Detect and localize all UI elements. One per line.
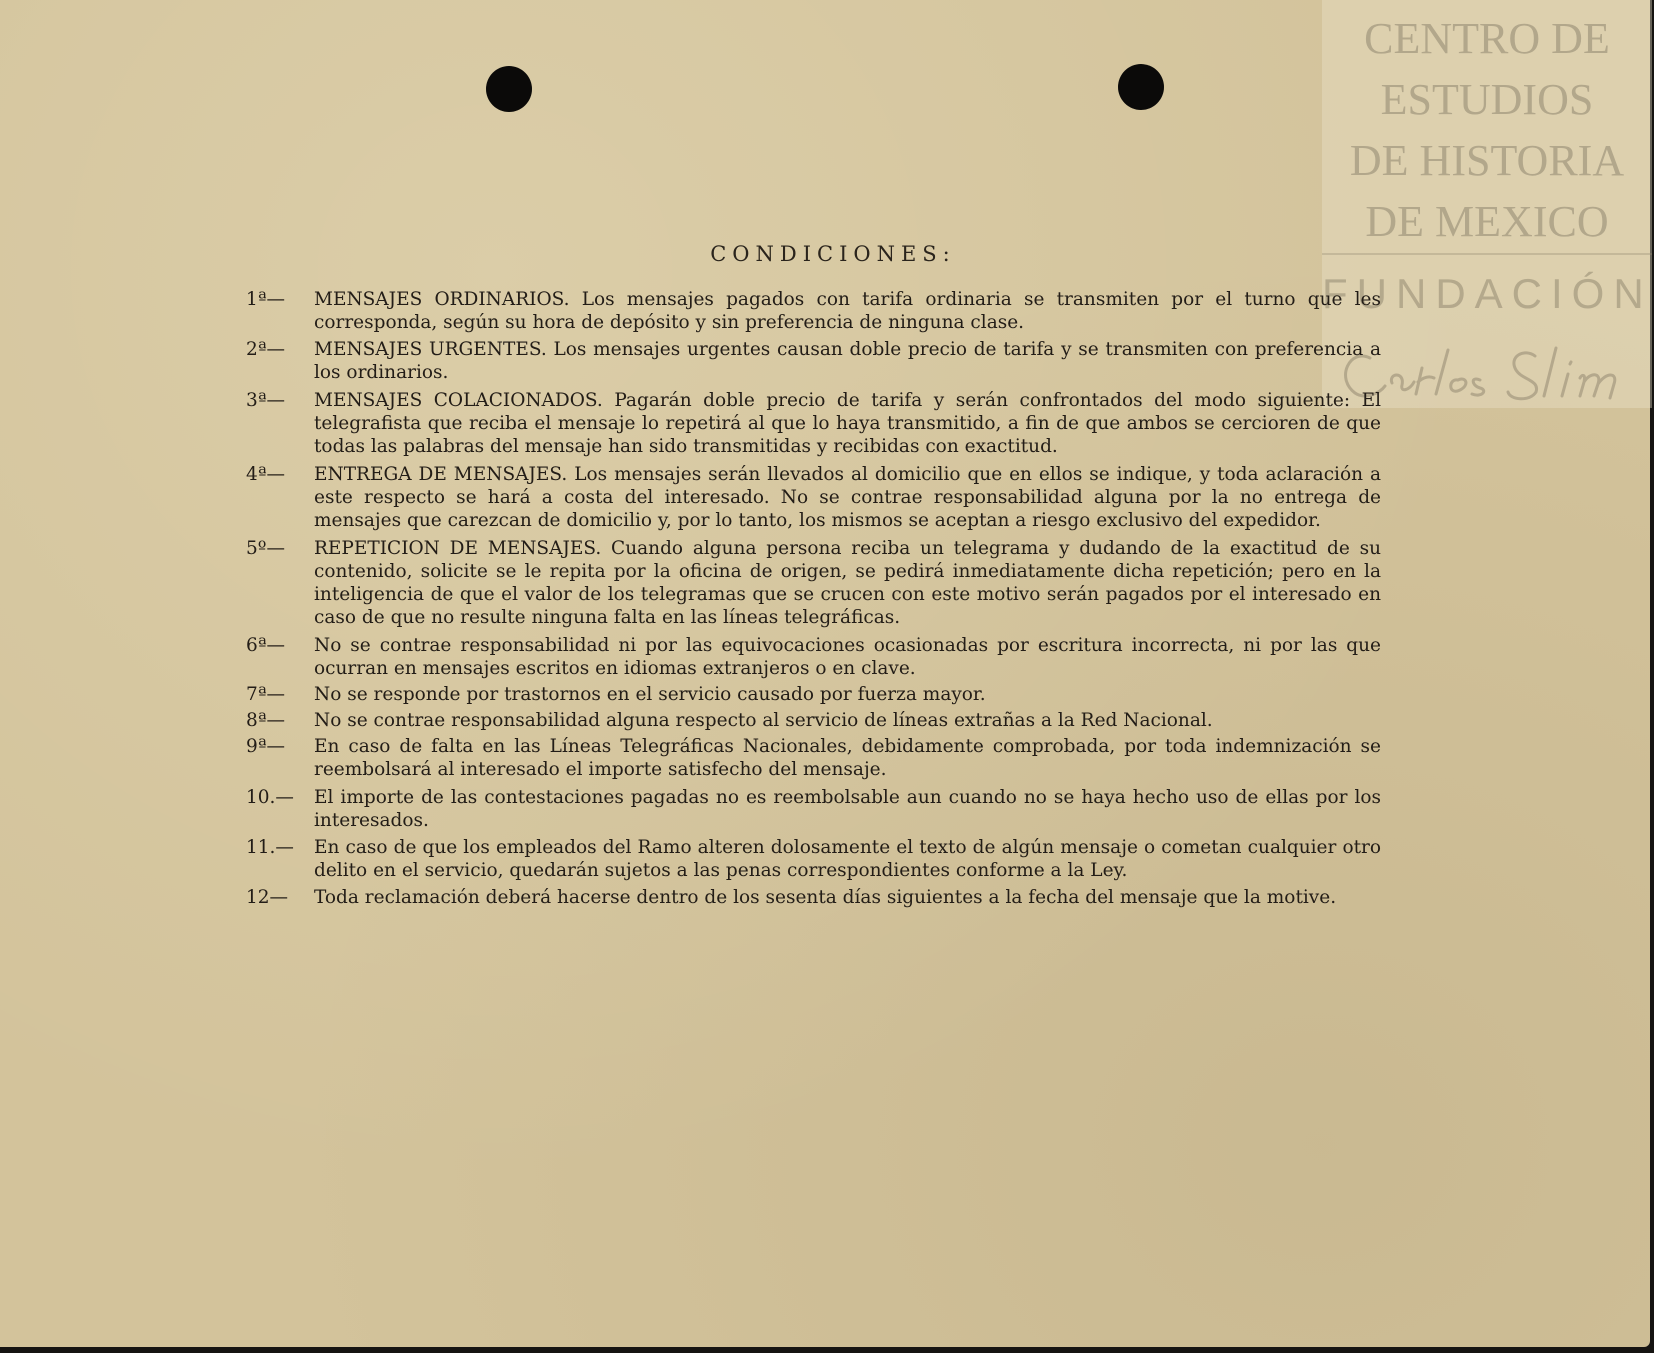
watermark-line: CENTRO DE	[1364, 14, 1610, 63]
condition-item	[246, 389, 1381, 458]
condition-text: No se contrae responsabilidad alguna respecto al servicio de líneas extrañas a la Red Nacional.	[314, 710, 1213, 731]
watermark-foundation: FUNDACIÓN	[1322, 270, 1653, 317]
condition-number: 11.—	[246, 837, 294, 858]
condition-number: 1ª—	[246, 289, 286, 310]
condition-text: ENTREGA DE MENSAJES. Los mensajes serán llevados al domicilio que en ellos se indique, y toda aclaración a este respecto se hará a costa del interesado. No se contrae responsabilidad alguna por la no entrega de mensajes que carezcan de domicilio y, por lo tanto, los mismos se aceptan a riesgo exclusivo del expedidor.	[314, 464, 1381, 531]
condition-item	[246, 463, 1381, 532]
condition-text: El importe de las contestaciones pagadas no es reembolsable aun cuando no se haya hecho uso de ellas por los interesados.	[314, 787, 1381, 831]
condition-number: 10.—	[246, 787, 294, 808]
condition-text: En caso de falta en las Líneas Telegráficas Nacionales, debidamente comprobada, por toda indemnización se reembolsará al interesado el importe satisfecho del mensaje.	[314, 736, 1381, 780]
condition-text: En caso de que los empleados del Ramo alteren dolosamente el texto de algún mensaje o cometan cualquier otro delito en el servicio, quedarán sujetos a las penas correspondientes conforme a la Ley.	[314, 837, 1381, 881]
condition-text: MENSAJES COLACIONADOS. Pagarán doble precio de tarifa y serán confrontados del modo siguiente: El telegrafista que reciba el mensaje lo repetirá al que lo haya transmitido, a fin de que ambos se cercioren de que todas las palabras del mensaje han sido transmitidas y recibidas con exactitud.	[314, 390, 1381, 457]
condition-text: No se contrae responsabilidad ni por las equivocaciones ocasionadas por escritura incorrecta, ni por las que ocurran en mensajes escritos en idiomas extranjeros o en clave.	[314, 635, 1381, 679]
watermark-line: DE HISTORIA	[1349, 136, 1625, 185]
condition-text: MENSAJES URGENTES. Los mensajes urgentes causan doble precio de tarifa y se transmiten con preferencia a los ordinarios.	[314, 339, 1381, 383]
condition-number: 9ª—	[246, 736, 286, 757]
condition-item	[246, 683, 1381, 706]
condition-item	[246, 288, 1381, 334]
condition-text: Toda reclamación deberá hacerse dentro de los sesenta días siguientes a la fecha del mensaje que la motive.	[314, 887, 1337, 908]
condition-number: 5º—	[246, 538, 285, 559]
punch-hole-left	[486, 66, 532, 112]
condition-number: 7ª—	[246, 684, 286, 705]
condition-item	[246, 735, 1381, 781]
condition-number: 3ª—	[246, 390, 286, 411]
watermark-line: ESTUDIOS	[1380, 75, 1594, 124]
watermark-institution	[1322, 8, 1652, 252]
condition-item	[246, 634, 1381, 680]
condition-text: MENSAJES ORDINARIOS. Los mensajes pagados con tarifa ordinaria se transmiten por el turno que les corresponda, según su hora de depósito y sin preferencia de ninguna clase.	[314, 289, 1381, 333]
condition-item	[246, 537, 1381, 629]
condition-text: REPETICION DE MENSAJES. Cuando alguna persona reciba un telegrama y dudando de la exactitud de su contenido, solicite se le repita por la oficina de origen, se pedirá inmediatamente dicha repetición; pero en la inteligencia de que el valor de los telegramas que se crucen con este motivo serán pagados por el interesado en caso de que no resulte ninguna falta en las líneas telegráficas.	[314, 538, 1381, 628]
condition-item	[246, 338, 1381, 384]
condition-item	[246, 709, 1381, 732]
condition-number: 12—	[246, 887, 289, 908]
condition-number: 2ª—	[246, 339, 286, 360]
conditions-list	[246, 288, 1381, 913]
condition-item	[246, 886, 1381, 909]
condition-number: 4ª—	[246, 464, 286, 485]
condition-number: 6ª—	[246, 635, 286, 656]
condition-text: No se responde por trastornos en el servicio causado por fuerza mayor.	[314, 684, 986, 705]
punch-hole-right	[1118, 64, 1164, 110]
watermark-line: DE MEXICO	[1365, 197, 1609, 246]
condition-item	[246, 786, 1381, 832]
condition-item	[246, 836, 1381, 882]
condition-number: 8ª—	[246, 710, 286, 731]
conditions-heading: CONDICIONES:	[710, 242, 956, 266]
